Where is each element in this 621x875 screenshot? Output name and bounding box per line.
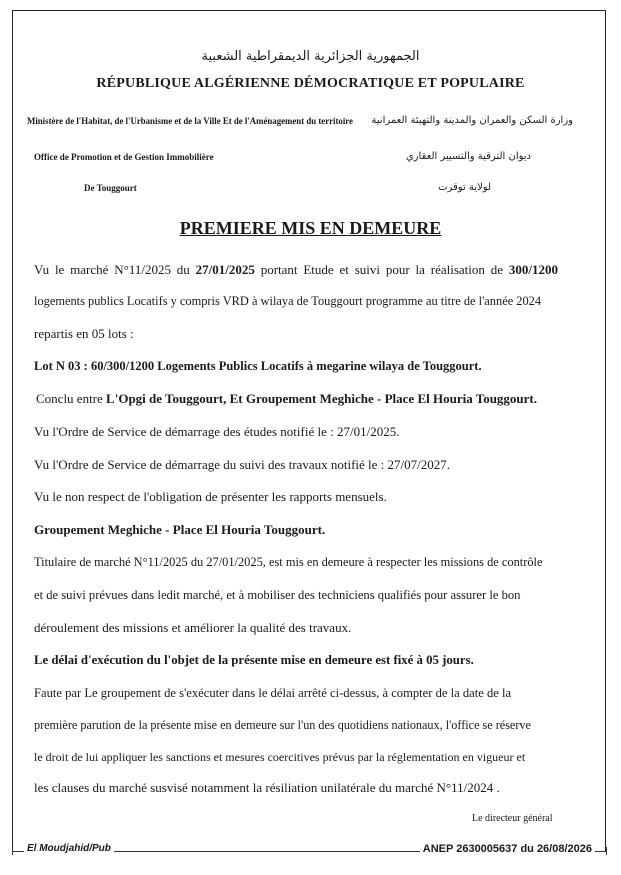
word: 300/1200 xyxy=(508,262,558,277)
non-respect-line: Vu le non respect de l'obligation de présenter les rapports mensuels. xyxy=(34,489,387,504)
publication-name: El Moudjahid/Pub xyxy=(24,843,114,854)
footer-divider-cap-right xyxy=(606,847,607,855)
word: et xyxy=(339,262,349,277)
word: suivi xyxy=(354,262,381,277)
faute-line-2: première parution de la présente mise en demeure sur l'un des quotidiens nationaux, l'office se réserve xyxy=(34,718,531,732)
word: pour xyxy=(385,262,410,277)
word: Etude xyxy=(303,262,334,277)
lot-line: Lot N 03 : 60/300/1200 Logements Publics Locatifs à megarine wilaya de Touggourt. xyxy=(34,359,482,373)
wilaya-french: De Touggourt xyxy=(84,183,137,193)
french-republic-title: RÉPUBLIQUE ALGÉRIENNE DÉMOCRATIQUE ET POPULAIRE xyxy=(96,76,525,91)
word: réalisation xyxy=(430,262,485,277)
titulaire-line-3: déroulement des missions et améliorer la qualité des travaux. xyxy=(34,620,352,635)
faute-line-1: Faute par Le groupement de s'exécuter dans le délai arrêté ci-dessus, à compter de la date de la xyxy=(34,686,512,700)
titulaire-line-2: et de suivi prévues dans ledit marché, et à mobiliser des techniciens qualifiés pour assurer le bon xyxy=(34,588,521,602)
office-arabic: ديوان الترقية والتسيير العقاري xyxy=(405,151,531,162)
vu-marche-line-1 xyxy=(34,262,558,278)
word: 27/01/2025 xyxy=(195,262,255,277)
footer xyxy=(0,842,621,862)
office-french: Office de Promotion et de Gestion Immobilière xyxy=(34,152,214,162)
signature: Le directeur général xyxy=(472,813,553,824)
conclu-parties: L'Opgi de Touggourt, Et Groupement Meghiche - Place El Houria Touggourt. xyxy=(106,391,538,406)
anep-reference: ANEP 2630005637 du 26/08/2026 xyxy=(420,843,595,855)
wilaya-arabic: لولاية توقرت xyxy=(438,182,491,193)
faute-line-3: le droit de lui appliquer les sanctions et mesures coercitives prévus par la réglementation en vigueur et xyxy=(34,750,526,764)
word: du xyxy=(176,262,190,277)
word: Vu xyxy=(34,262,50,277)
word: portant xyxy=(260,262,298,277)
groupement-line: Groupement Meghiche - Place El Houria Touggourt. xyxy=(34,522,326,537)
vu-marche-line-2: logements publics Locatifs y compris VRD à wilaya de Touggourt programme au titre de l'année 2024 xyxy=(34,294,542,308)
arabic-republic-title: الجمهورية الجزائرية الديمقراطية الشعبية xyxy=(201,49,420,64)
footer-divider-cap-left xyxy=(12,847,13,855)
ministry-arabic: وزارة السكن والعمران والمدينة والتهيئة العمرانية xyxy=(371,115,573,126)
word: N°11/2025 xyxy=(114,262,171,277)
word: la xyxy=(415,262,425,277)
word: marché xyxy=(70,262,109,277)
titulaire-line-1: Titulaire de marché N°11/2025 du 27/01/2025, est mis en demeure à respecter les missions de contrôle xyxy=(34,555,543,569)
faute-line-4: les clauses du marché susvisé notamment la résiliation unilatérale du marché N°11/2024 . xyxy=(34,780,500,795)
document-title: PREMIERE MIS EN DEMEURE xyxy=(179,218,442,238)
conclu-prefix: Conclu entre xyxy=(36,391,103,406)
ordre-service-etudes: Vu l'Ordre de Service de démarrage des études notifié le : 27/01/2025. xyxy=(34,424,400,439)
word: le xyxy=(54,262,65,277)
conclu-line xyxy=(36,391,537,407)
ordre-service-suivi: Vu l'Ordre de Service de démarrage du suivi des travaux notifié le : 27/07/2027. xyxy=(34,457,450,472)
word: de xyxy=(490,262,503,277)
delai-line: Le délai d'exécution du l'objet de la présente mise en demeure est fixé à 05 jours. xyxy=(34,653,474,667)
ministry-french: Ministère de l'Habitat, de l'Urbanisme et de la Ville Et de l'Aménagement du territoire xyxy=(27,116,353,126)
vu-marche-line-3: repartis en 05 lots : xyxy=(34,326,134,341)
